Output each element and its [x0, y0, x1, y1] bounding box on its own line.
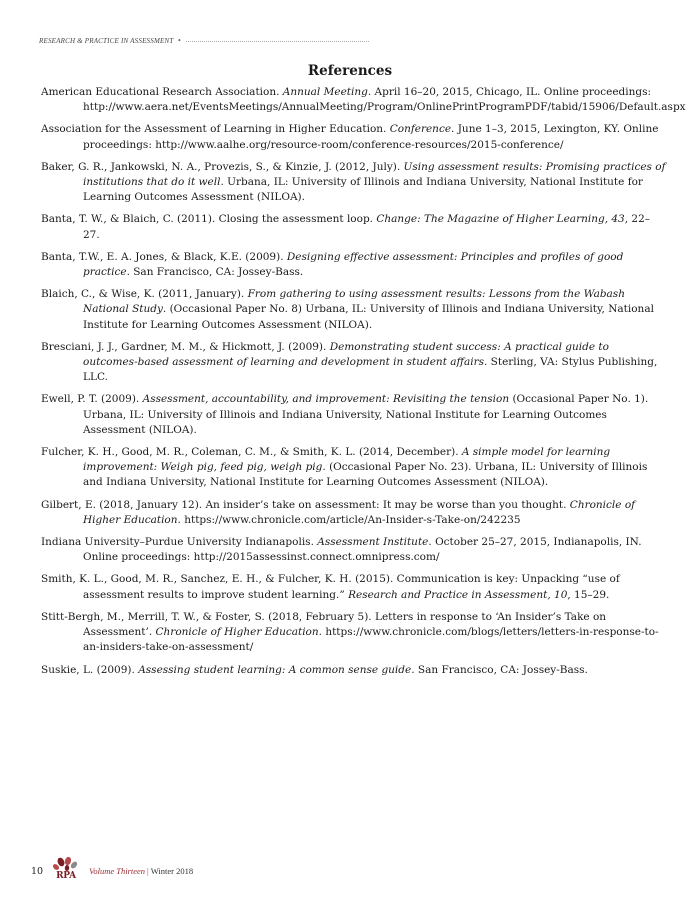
reference-entry: [41, 160, 666, 206]
reference-italic-title: Annual Meeting: [282, 86, 368, 98]
page-footer: [31, 856, 193, 886]
reference-entry: [41, 498, 666, 528]
reference-entry: [41, 535, 666, 565]
reference-text: Bresciani, J. J., Gardner, M. M., & Hickmott, J. (2009).: [41, 340, 330, 353]
running-head-separator: •: [177, 37, 182, 45]
reference-text: . Sterling, VA: Stylus Publishing, LLC.: [83, 356, 658, 384]
reference-text: . (Occasional Paper No. 23). Urbana, IL: University of Illinois and Indiana University, National Institute for Learning Outcomes Assessment (NILOA).: [83, 461, 648, 489]
reference-entry: [41, 445, 666, 491]
reference-text: Banta, T. W., & Blaich, C. (2011). Closing the assessment loop.: [41, 213, 377, 226]
reference-text: , 22–27.: [83, 213, 651, 241]
running-head-dotted-rule: [186, 41, 369, 42]
reference-entry: [41, 340, 666, 386]
reference-entry: [41, 212, 666, 242]
logo-text: RPA: [56, 871, 76, 881]
reference-entry: [41, 250, 666, 280]
reference-italic-title: Demonstrating student success: A practical guide to outcomes-based assessment of learning and development in student affairs: [83, 340, 609, 369]
reference-text: . June 1–3, 2015, Lexington, KY. Online proceedings: http://www.aalhe.org/resource-room/conference-resources/2015-conference/: [83, 123, 659, 151]
reference-italic-title: Assessment, accountability, and improvement: Revisiting the tension: [142, 393, 510, 406]
reference-text: Blaich, C., & Wise, K. (2011, January).: [41, 288, 248, 301]
reference-italic-title: Using assessment results: Promising practices of institutions that do it well: [83, 160, 666, 189]
reference-text: . Urbana, IL: University of Illinois and Indiana University, National Institute for Learning Outcomes Assessment (NILOA).: [83, 176, 643, 204]
reference-text: Indiana University–Purdue University Indianapolis.: [41, 536, 318, 549]
reference-text: Fulcher, K. H., Good, M. R., Coleman, C. M., & Smith, K. L. (2014, December).: [41, 446, 462, 459]
reference-text: American Educational Research Association.: [41, 86, 283, 98]
reference-text: Gilbert, E. (2018, January 12). An insider’s take on assessment: It may be worse than you thought.: [41, 498, 570, 511]
reference-text: . San Francisco, CA: Jossey-Bass.: [411, 663, 588, 676]
reference-italic-title: From gathering to using assessment results: Lessons from the Wabash National Study: [83, 288, 625, 316]
reference-text: . (Occasional Paper No. 8) Urbana, IL: University of Illinois and Indiana University, National Institute for Learning Outcomes Assessment (NILOA).: [83, 303, 654, 331]
reference-text: Smith, K. L., Good, M. R., Sanchez, E. H., & Fulcher, K. H. (2015). Communication is key: Unpacking “use of assessment results to improve student learning.”: [41, 573, 620, 601]
page-title: References: [307, 63, 393, 79]
reference-entry: [41, 610, 666, 656]
reference-entry: [41, 122, 666, 152]
reference-italic-title: Conference: [389, 123, 452, 136]
reference-text: Ewell, P. T. (2009).: [41, 393, 143, 406]
reference-list: [41, 85, 686, 685]
reference-text: Suskie, L. (2009).: [41, 663, 139, 676]
footer-separator: |: [147, 866, 149, 876]
reference-entry: [41, 572, 666, 602]
rpa-logo: [51, 856, 83, 886]
reference-text: . https://www.chronicle.com/blogs/letters/letters-in-response-to-an-insiders-take-on-assessment/: [83, 626, 659, 654]
reference-text: Stitt-Bergh, M., Merrill, T. W., & Foster, S. (2018, February 5). Letters in response to ‘An Insider’s Take on Assessment’.: [41, 610, 607, 639]
reference-italic-title: Research and Practice in Assessment, 10: [348, 588, 568, 601]
reference-entry: [41, 392, 666, 438]
reference-text: Baker, G. R., Jankowski, N. A., Provezis, S., & Kinzie, J. (2012, July).: [41, 160, 404, 173]
footer-volume: Volume Thirteen: [89, 866, 146, 876]
reference-entry: [41, 663, 666, 678]
reference-text: Association for the Assessment of Learning in Higher Education.: [41, 123, 390, 136]
reference-italic-title: Chronicle of Higher Education: [155, 626, 319, 639]
running-head-text: RESEARCH & PRACTICE IN ASSESSMENT: [39, 37, 174, 45]
running-head: [39, 35, 369, 47]
reference-text: , 15–29.: [567, 588, 610, 601]
reference-entry: [41, 85, 686, 115]
footer-season: Winter 2018: [150, 866, 194, 876]
reference-entry: [41, 287, 666, 333]
reference-text: . https://www.chronicle.com/article/An-Insider-s-Take-on/242235: [177, 513, 521, 526]
reference-text: Banta, T.W., E. A. Jones, & Black, K.E. (2009).: [41, 250, 287, 263]
reference-text: . San Francisco, CA: Jossey-Bass.: [126, 266, 304, 279]
reference-italic-title: Chronicle of Higher Education: [83, 498, 636, 526]
reference-italic-title: Designing effective assessment: Principles and profiles of good practice: [83, 250, 624, 279]
reference-text: . April 16–20, 2015, Chicago, IL. Online proceedings: http://www.aera.net/EventsMeetings/AnnualMeeting/Program/OnlinePrintProgramPDF/tabid/15906/Default.aspx: [83, 86, 686, 114]
reference-text: (Occasional Paper No. 1). Urbana, IL: University of Illinois and Indiana University, National Institute for Learning Outcomes Assessment (NILOA).: [83, 393, 649, 436]
reference-italic-title: Assessing student learning: A common sense guide: [138, 663, 412, 676]
reference-italic-title: Assessment Institute: [317, 536, 429, 549]
reference-italic-title: A simple model for learning improvement: Weigh pig, feed pig, weigh pig: [83, 446, 611, 474]
page-number: 10: [31, 865, 44, 877]
reference-text: . October 25–27, 2015, Indianapolis, IN. Online proceedings: http://2015assessinst.connect.omnipress.com/: [83, 536, 642, 564]
reference-italic-title: Change: The Magazine of Higher Learning, 43: [376, 213, 625, 226]
